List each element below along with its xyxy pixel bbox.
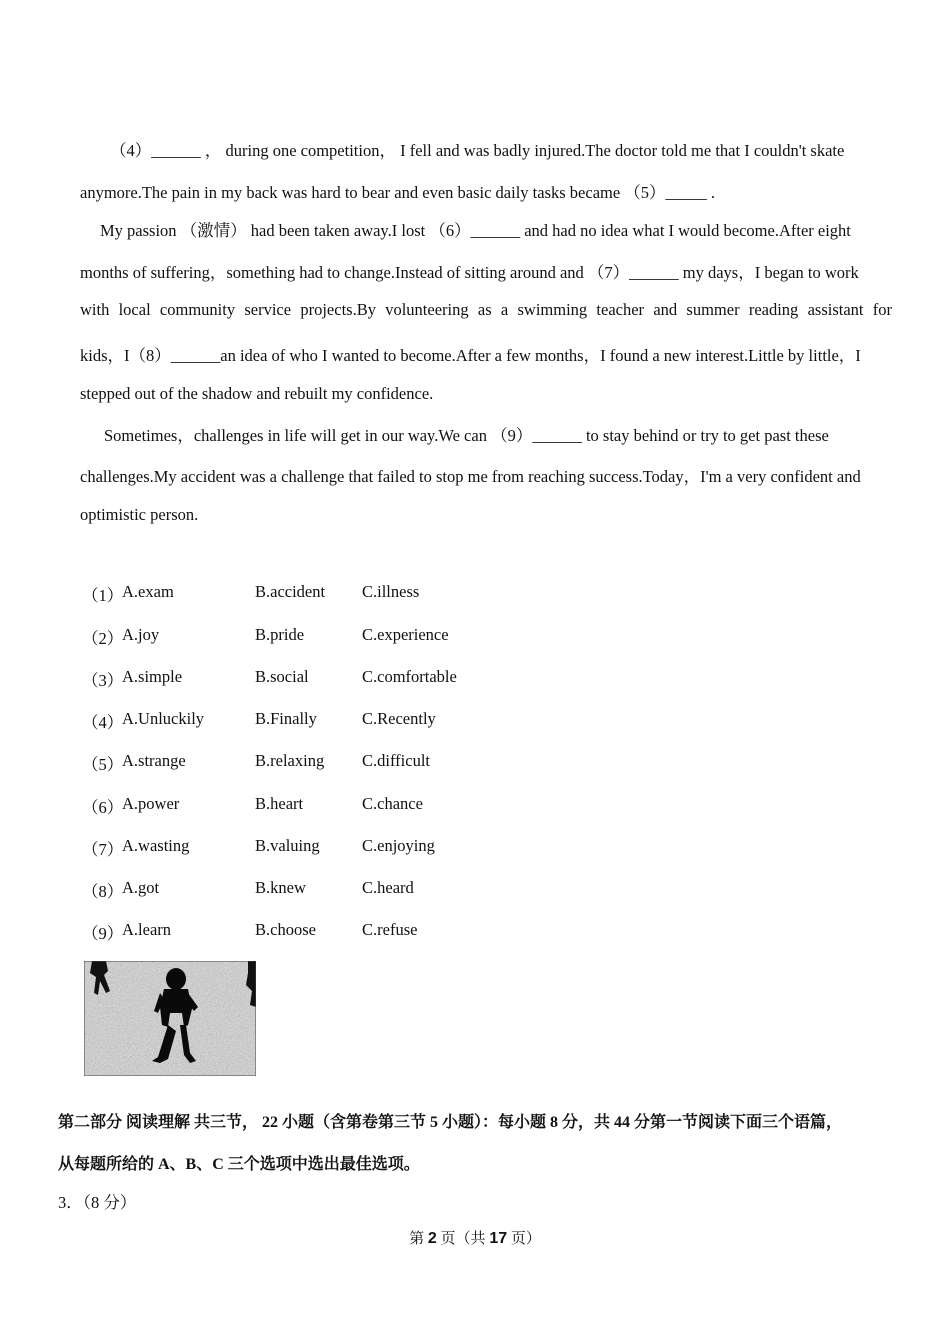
section-heading: 第二部分 阅读理解 共三节， 22 小题（含第卷第三节 5 小题）：每小题 8 分，共 44 分第一节阅读下面三个语篇， <box>58 1114 843 1131</box>
page-number: 2 <box>427 1230 437 1247</box>
option-c: C.refuse <box>362 920 418 939</box>
section-heading: 从每题所给的 A、B、C 三个选项中选出最佳选项。 <box>58 1156 420 1173</box>
option-number: （8） <box>82 882 124 901</box>
option-number: （4） <box>82 713 124 732</box>
option-a: A.wasting <box>122 836 190 855</box>
option-number: （5） <box>82 755 124 774</box>
option-number: （3） <box>82 671 124 690</box>
option-a: A.exam <box>122 582 174 601</box>
passage-line: anymore.The pain in my back was hard to bear and even basic daily tasks became （5）_____ . <box>80 183 716 202</box>
option-c: C.experience <box>362 625 449 644</box>
passage-line: stepped out of the shadow and rebuilt my confidence. <box>80 384 434 403</box>
option-b: B.accident <box>255 582 326 601</box>
page-footer <box>0 1227 950 1248</box>
option-a: A.got <box>122 878 160 897</box>
option-c: C.Recently <box>362 709 436 728</box>
option-b: B.valuing <box>255 836 320 855</box>
option-c: C.illness <box>362 582 420 601</box>
option-c: C.enjoying <box>362 836 435 855</box>
option-a: A.strange <box>122 751 186 770</box>
option-number: （1） <box>82 586 124 605</box>
total-pages: 17 <box>489 1230 508 1247</box>
option-a: A.simple <box>122 667 183 686</box>
passage-line: Sometimes，challenges in life will get in our way.We can （9）______ to stay behind or try to get past these <box>104 426 829 445</box>
option-number: （6） <box>82 798 124 817</box>
option-a: A.power <box>122 794 180 813</box>
option-a: A.Unluckily <box>122 709 205 728</box>
option-c: C.difficult <box>362 751 430 770</box>
option-number: （2） <box>82 629 124 648</box>
option-b: B.Finally <box>255 709 317 728</box>
option-c: C.chance <box>362 794 423 813</box>
passage-line: challenges.My accident was a challenge that failed to stop me from reaching success.Today，I'm a very confident and <box>80 467 861 486</box>
passage-line: （4）______ ， during one competition， I fell and was badly injured.The doctor told me that I couldn't skate <box>110 141 845 160</box>
option-b: B.relaxing <box>255 751 325 770</box>
option-c: C.comfortable <box>362 667 457 686</box>
passage-line: months of suffering，something had to change.Instead of sitting around and （7）______ my days，I began to work <box>80 263 859 282</box>
option-b: B.pride <box>255 625 305 644</box>
option-b: B.knew <box>255 878 306 897</box>
option-b: B.heart <box>255 794 304 813</box>
passage-line: with local community service projects.By volunteering as a swimming teacher and summer reading assistant for <box>80 300 892 319</box>
option-a: A.joy <box>122 625 160 644</box>
footer-middle: 页（共 <box>436 1231 490 1247</box>
option-a: A.learn <box>122 920 172 939</box>
option-b: B.choose <box>255 920 316 939</box>
question-label: 3．（8 分） <box>58 1193 137 1212</box>
skater-photo <box>84 961 256 1076</box>
option-c: C.heard <box>362 878 414 897</box>
passage-line: My passion （激情） had been taken away.I lost （6）______ and had no idea what I would become.After eight <box>100 221 851 240</box>
passage-line: optimistic person. <box>80 505 199 524</box>
footer-prefix: 第 <box>409 1231 428 1247</box>
option-number: （7） <box>82 840 124 859</box>
option-b: B.social <box>255 667 309 686</box>
footer-suffix: 页） <box>507 1231 541 1247</box>
option-number: （9） <box>82 924 124 943</box>
passage-line: kids，I（8）______an idea of who I wanted to become.After a few months，I found a new interest.Little by little，I <box>80 346 861 365</box>
